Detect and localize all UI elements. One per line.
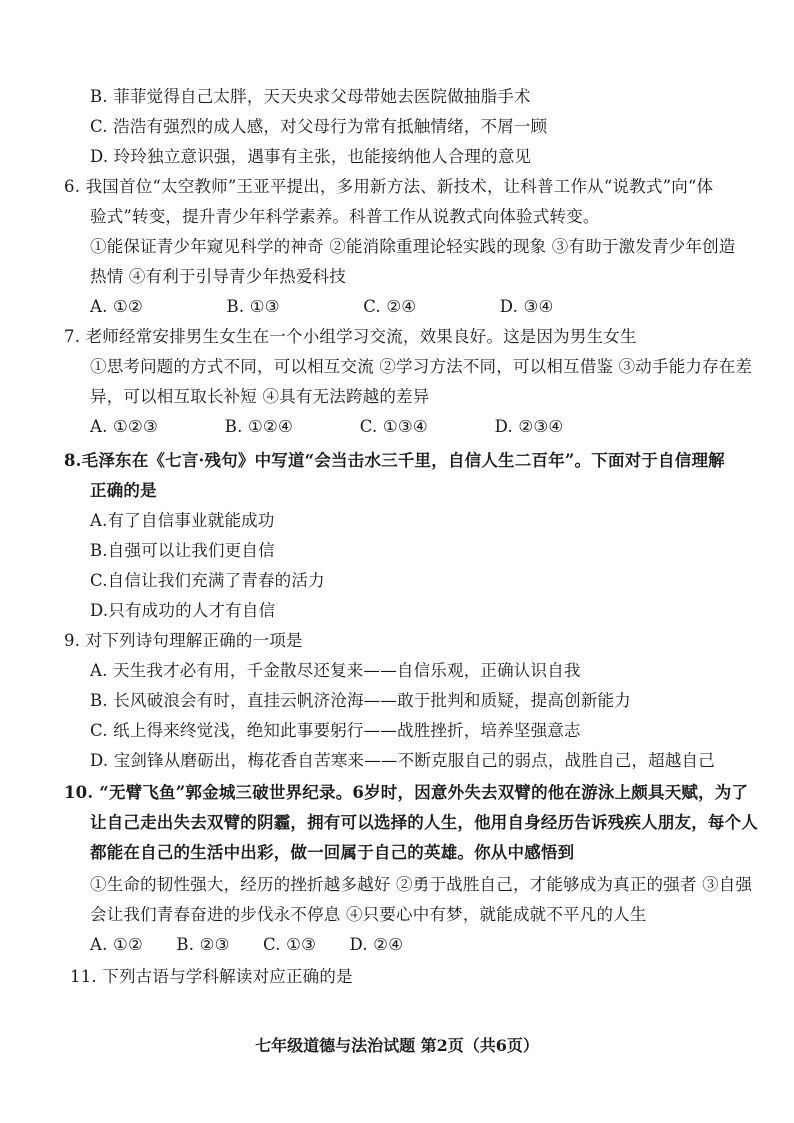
- line-17: D.只有成功的人才有自信: [90, 601, 276, 620]
- line-28: A. ①② B. ②③ C. ①③ D. ②④: [90, 935, 404, 954]
- line-8: 7. 老师经常安排男生女生在一个小组学习交流，效果良好。这是因为男生女生: [64, 327, 637, 346]
- line-21: C. 纸上得来终觉浅，绝知此事要躬行——战胜挫折，培养坚强意志: [90, 721, 581, 740]
- line-5: ①能保证青少年窥见科学的神奇 ②能消除重理论轻实践的现象 ③有助于激发青少年创造: [90, 237, 736, 256]
- line-0: B. 菲菲觉得自己太胖，天天央求父母带她去医院做抽脂手术: [90, 87, 531, 106]
- line-25: 都能在自己的生活中出彩，做一回属于自己的英雄。你从中感悟到: [90, 843, 575, 862]
- line-26: ①生命的韧性强大，经历的挫折越多越好 ②勇于战胜自己，才能够成为真正的强者 ③自强: [90, 875, 753, 894]
- line-10: 异，可以相互取长补短 ④具有无法跨越的差异: [90, 387, 430, 406]
- line-29: 11. 下列古语与学科解读对应正确的是: [70, 967, 353, 986]
- line-11: A. ①②③ B. ①②④ C. ①③④ D. ②③④: [90, 417, 564, 436]
- line-4: 验式”转变，提升青少年科学素养。科普工作从说教式向体验式转变。: [90, 207, 600, 226]
- line-20: B. 长风破浪会有时，直挂云帆济沧海——敢于批判和质疑，提高创新能力: [90, 691, 631, 710]
- line-27: 会让我们青春奋进的步伐永不停息 ④只要心中有梦，就能成就不平凡的人生: [90, 905, 647, 924]
- line-12: 8.毛泽东在《七言·残句》中写道“会当击水三千里，自信人生二百年”。下面对于自信理解: [64, 451, 725, 470]
- line-15: B.自强可以让我们更自信: [90, 541, 275, 560]
- page-footer: 七年级道德与法治试题 第2页（共6页）: [255, 1036, 539, 1055]
- line-23: 10. “无臂飞鱼”郭金城三破世界纪录。6岁时，因意外失去双臂的他在游泳上颇具天赋，为了: [64, 783, 749, 802]
- line-14: A.有了自信事业就能成功: [90, 511, 275, 530]
- line-19: A. 天生我才必有用，千金散尽还复来——自信乐观，正确认识自我: [90, 661, 581, 680]
- line-1: C. 浩浩有强烈的成人感，对父母行为常有抵触情绪，不屑一顾: [90, 117, 548, 136]
- line-7: A. ①② B. ①③ C. ②④ D. ③④: [90, 297, 554, 316]
- line-3: 6. 我国首位“太空教师”王亚平提出，多用新方法、新技术，让科普工作从“说教式”向“体: [64, 177, 714, 196]
- line-6: 热情 ④有利于引导青少年热爱科技: [90, 267, 346, 286]
- line-22: D. 宝剑锋从磨砺出，梅花香自苦寒来——不断克服自己的弱点，战胜自己，超越自己: [90, 751, 715, 770]
- line-16: C.自信让我们充满了青春的活力: [90, 571, 325, 590]
- line-9: ①思考问题的方式不同，可以相互交流 ②学习方法不同，可以相互借鉴 ③动手能力存在差: [90, 357, 753, 376]
- line-2: D. 玲玲独立意识强，遇事有主张，也能接纳他人合理的意见: [90, 147, 532, 166]
- line-18: 9. 对下列诗句理解正确的一项是: [64, 631, 303, 650]
- line-24: 让自己走出失去双臂的阴霾，拥有可以选择的人生，他用自身经历告诉残疾人朋友，每个人: [90, 813, 758, 832]
- line-13: 正确的是: [90, 481, 157, 500]
